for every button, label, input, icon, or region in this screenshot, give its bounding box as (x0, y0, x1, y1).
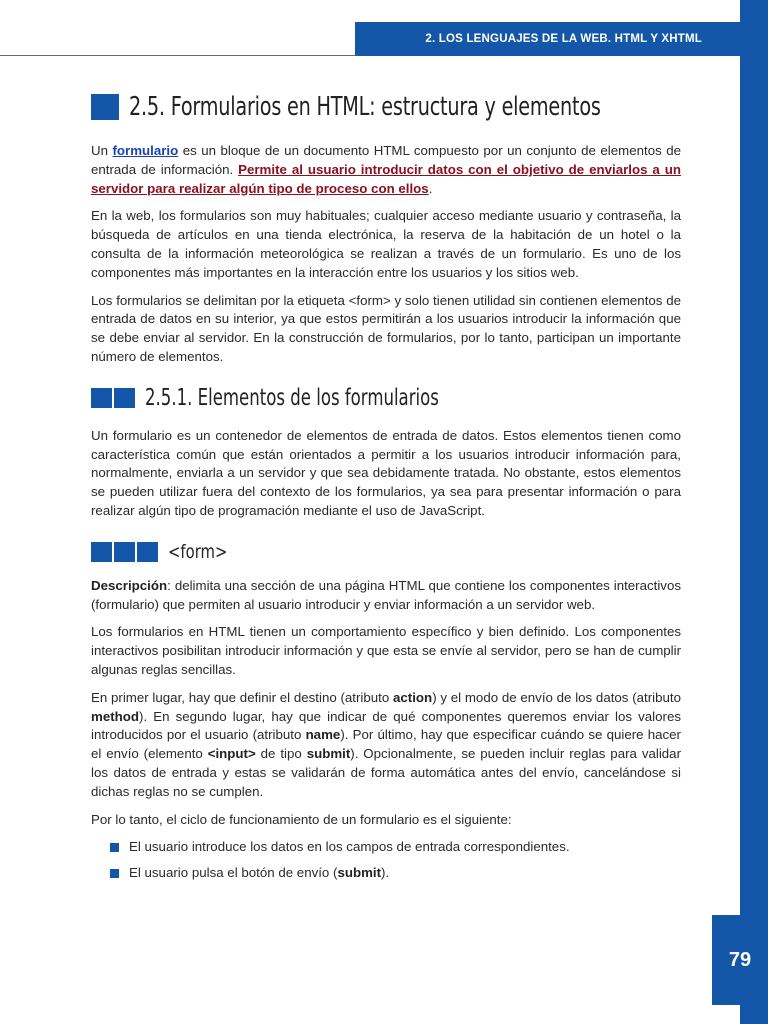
code-term: name (305, 727, 341, 743)
chapter-header (355, 22, 740, 56)
sidebar-color-bar (740, 0, 768, 1024)
heading-square-icon (137, 542, 158, 562)
text: ). Opcionalmente, se pueden incluir reglas para validar los datos de entrada y estas se validarán de forma automática antes del envío, cancelándose si dichas reglas no se cumplen. (91, 746, 681, 799)
heading-square-icon (91, 94, 119, 120)
definition-highlight-link[interactable]: Permite al usuario introducir datos con el objetivo de enviarlos a un servidor para realizar algún tipo de proceso con ellos (91, 161, 681, 196)
list-item (91, 864, 681, 883)
form-paragraph-4: Por lo tanto, el ciclo de funcionamiento de un formulario es el siguiente: (91, 811, 512, 827)
heading-square-icon (114, 388, 135, 408)
list-item-text: El usuario introduce los datos en los campos de entrada correspondientes. (129, 839, 570, 855)
code-term: submit (337, 865, 382, 881)
form-description (91, 577, 681, 615)
page-number-box (712, 915, 768, 1005)
section-paragraph-2: En la web, los formularios son muy habituales; cualquier acceso mediante usuario y contraseña, la búsqueda de artículos en una tienda electrónica, la reserva de la habitación de un hotel o la consulta de la información meteorológica se realizan a través de un formulario. Es uno de los componentes más importantes en la interacción entre los usuarios y los sitios web. (91, 208, 681, 280)
description-label: Descripción (91, 577, 168, 593)
code-term: <input> (207, 746, 256, 762)
list-item-text (129, 864, 389, 883)
subsection-heading (91, 385, 681, 411)
bullet-square-icon (110, 869, 119, 878)
list-item (91, 838, 681, 857)
text: ). En segundo lugar, hay que indicar de qué componentes queremos enviar los valores introducidos por el usuario (atributo (91, 708, 681, 743)
form-paragraph-2: Los formularios en HTML tienen un comportamiento específico y bien definido. Los componentes interactivos posibilitan introducir información y que esta se envíe al servidor, pero se han de cumplir algunas reglas sencillas. (91, 624, 681, 677)
cycle-list (91, 838, 681, 883)
heading-square-icon (91, 388, 112, 408)
formulario-link[interactable]: formulario (112, 143, 179, 158)
section-paragraph-1 (91, 142, 681, 198)
code-term: submit (306, 746, 351, 762)
form-paragraph-3 (91, 689, 681, 802)
text: ) y el modo de envío de los datos (atributo (432, 689, 681, 705)
subsection-title: 2.5.1. Elementos de los formularios (145, 384, 439, 411)
subsection-paragraph-1: Un formulario es un contenedor de elementos de entrada de datos. Estos elementos tienen como característica común que están orientados a permitir a los usuarios introducir información para, normalmente, enviarla a un servidor y que sea debidamente tratada. No obstante, estos elementos se pueden utilizar fuera del contexto de los formularios, ya sea para presentar información o para realizar algún tipo de programación mediante el uso de JavaScript. (91, 427, 681, 518)
code-term: method (91, 708, 140, 724)
text: de tipo (255, 746, 307, 762)
code-term: action (393, 689, 433, 705)
text: : delimita una sección de una página HTML que contiene los componentes interactivos (formulario) que permiten al usuario introducir y enviar información a un servidor web. (91, 577, 681, 612)
header-rule (0, 55, 355, 56)
text: es un bloque de un documento HTML compuesto por un conjunto de elementos de entrada de información. (91, 143, 681, 177)
text: En primer lugar, hay que definir el destino (atributo (91, 689, 394, 705)
bullet-square-icon (110, 843, 119, 852)
section-title: 2.5. Formularios en HTML: estructura y elementos (129, 92, 601, 122)
page-number: 79 (728, 948, 752, 971)
chapter-title: 2. LOS LENGUAJES DE LA WEB. HTML Y XHTML (425, 33, 702, 45)
text: ). Por último, hay que especificar cuándo se quiere hacer el envío (elemento (91, 727, 681, 762)
text: . (428, 180, 433, 196)
section-heading (91, 92, 681, 122)
text: ). (381, 865, 390, 881)
heading-square-icon (114, 542, 135, 562)
section-paragraph-3: Los formularios se delimitan por la etiqueta <form> y solo tienen utilidad sin contienen elementos de entrada de datos en su interior, ya que estos permitirán a los usuarios introducir la información que se debe enviar al servidor. En la construcción de formularios, por lo tanto, participan un importante número de elementos. (91, 292, 681, 364)
text: Un (91, 143, 113, 158)
form-tag-title: <form> (168, 540, 228, 563)
text: El usuario pulsa el botón de envío ( (129, 865, 338, 881)
form-tag-heading (91, 541, 681, 563)
page-content (91, 92, 681, 890)
heading-square-icon (91, 542, 112, 562)
